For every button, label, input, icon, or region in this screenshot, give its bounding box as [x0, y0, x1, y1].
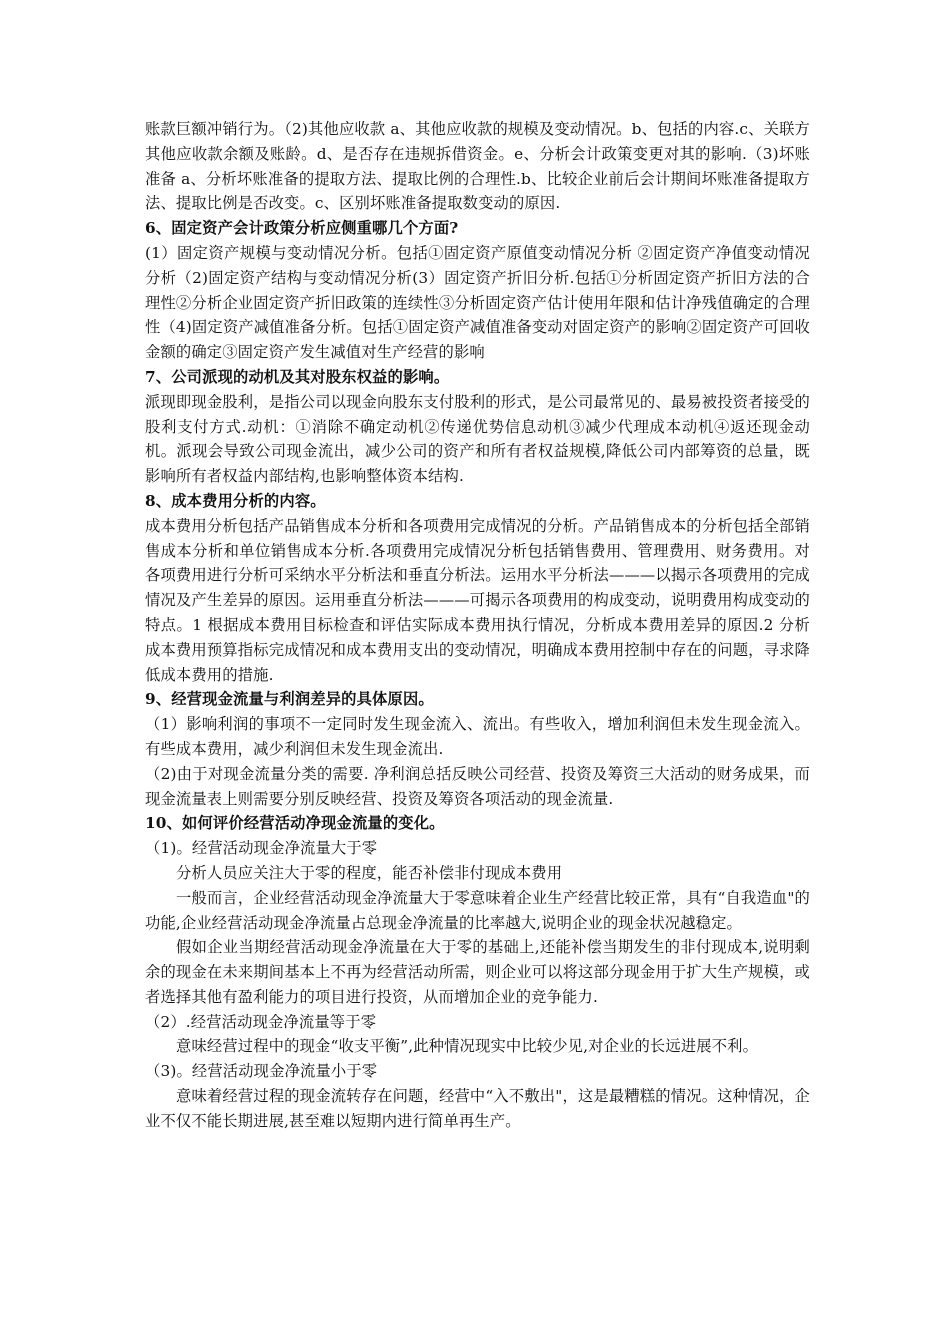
paragraph-q10-case1-text2: 一般而言，企业经营活动现金净流量大于零意味着企业生产经营比较正常，具有“自我造血"的功能,企业经营活动现金净流量占总现金净流量的比率越大,说明企业的现金状况越稳定。 [145, 888, 810, 932]
heading-q6: 6、固定资产会计政策分析应侧重哪几个方面? [145, 219, 459, 238]
paragraph-q6-answer: (1）固定资产规模与变动情况分析。包括①固定资产原值变动情况分析 ②固定资产净值变动情况分析（2)固定资产结构与变动情况分析(3）固定资产折旧分析.包括①分析固定资产折旧方法的合理性②分析企业固定资产折旧政策的连续性③分析固定资产估计使用年限和估计净残值确定的合理性（4)固定资产减值准备分析。包括①固定资产减值准备变动对固定资产的影响②固定资产可回收金额的确定③固定资产发生减值对生产经营的影响 [145, 243, 810, 362]
paragraph-q7-answer: 派现即现金股利，是指公司以现金向股东支付股利的形式，是公司最常见的、最易被投资者接受的股利支付方式.动机：①消除不确定动机②传递优势信息动机③减少代理成本动机④返还现金动机。派现会导致公司现金流出，减少公司的资产和所有者权益规模,降低公司内部筹资的总量，既影响所有者权益内部结构,也影响整体资本结构. [145, 392, 810, 486]
paragraph-q10-case2-title: （2）.经营活动现金净流量等于零 [145, 1012, 377, 1031]
paragraph-q10-case1-title: （1)。经营活动现金净流量大于零 [145, 839, 378, 858]
paragraph-q10-case1-text3: 假如企业当期经营活动现金净流量在大于零的基础上,还能补偿当期发生的非付现成本,说明剩余的现金在未来期间基本上不再为经营活动所需，则企业可以将这部分现金用于扩大生产规模，或者选择其他有盈利能力的项目进行投资，从而增加企业的竞争能力. [145, 938, 810, 1006]
paragraph-q10-case2-text: 意味经营过程中的现金“收支平衡”,此种情况现实中比较少见,对企业的长远进展不利。 [176, 1037, 759, 1056]
paragraph-q10-case3-title: （3)。经营活动现金净流量小于零 [145, 1062, 378, 1081]
paragraph-q10-case1-text1: 分析人员应关注大于零的程度，能否补偿非付现成本费用 [176, 863, 563, 882]
paragraph-q9-point2: （2)由于对现金流量分类的需要. 净利润总括反映公司经营、投资及筹资三大活动的财务成果，而现金流量表上则需要分别反映经营、投资及筹资各项活动的现金流量. [145, 764, 810, 808]
paragraph-q9-point1: （1）影响利润的事项不一定同时发生现金流入、流出。有些收入，增加利润但未发生现金流入。有些成本费用，减少利润但未发生现金流出. [145, 715, 810, 758]
heading-q10: 10、如何评价经营活动净现金流量的变化。 [145, 814, 445, 833]
heading-q7: 7、公司派现的动机及其对股东权益的影响。 [145, 367, 450, 386]
paragraph-q8-answer: 成本费用分析包括产品销售成本分析和各项费用完成情况的分析。产品销售成本的分析包括全部销售成本分析和单位销售成本分析.各项费用完成情况分析包括销售费用、管理费用、财务费用。对各项费用进行分析可采纳水平分析法和垂直分析法。运用水平分析法———以揭示各项费用的完成情况及产生差异的原因。运用垂直分析法———可揭示各项费用的构成变动，说明费用构成变动的特点。1 根据成本费用目标检查和评估实际成本费用执行情况，分析成本费用差异的原因.2 分析成本费用预算指标完成情况和成本费用支出的变动情况，明确成本费用控制中存在的问题，寻求降低成本费用的措施. [145, 516, 810, 684]
heading-q8: 8、成本费用分析的内容。 [145, 491, 326, 510]
heading-q9: 9、经营现金流量与利润差异的具体原因。 [145, 690, 434, 709]
paragraph-q10-case3-text: 意味着经营过程的现金流转存在问题，经营中“入不敷出"，这是最糟糕的情况。这种情况，企业不仅不能长期进展,甚至难以短期内进行简单再生产。 [145, 1087, 810, 1130]
document-page [145, 117, 810, 1134]
paragraph-receivables-continued: 账款巨额冲销行为。（2)其他应收款 a、其他应收款的规模及变动情况。b、包括的内容.c、关联方其他应收款余额及账龄。d、是否存在违规拆借资金。e、分析会计政策变更对其的影响.（3)坏账准备 a、分析坏账准备的提取方法、提取比例的合理性.b、比较企业前后会计期间坏账准备提取方法、提取比例是否改变。c、区别坏账准备提取数变动的原因. [145, 120, 810, 213]
